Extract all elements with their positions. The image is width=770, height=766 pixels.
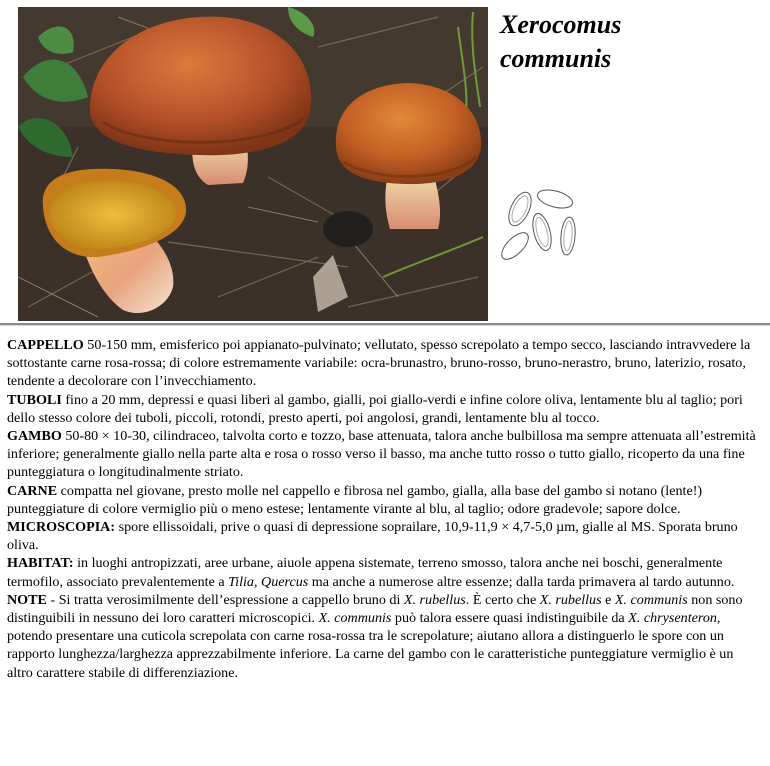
gambo-text: 50-80 × 10-30, cilindraceo, talvolta corto e tozzo, base attenuata, talora anche bulbillosa ma sempre attenuata all’estremità inferiore; generalmente giallo nella parte alta e rosa o rosso verso il basso, ma anche tutto rosso o tutto giallo, ricoperto da una fine punteggiatura o longitudinalmente striato. (7, 428, 756, 481)
note-italic-5: X. chrysenteron (628, 610, 717, 627)
carne-text: compatta nel giovane, presto molle nel cappello e fibrosa nel gambo, gialla, alla base del gambo si notano (lente!) punteggiature di colore vermiglio più o meno estese; lentamente virante al blu, al taglio; odore gradevole; sapore dolce. (7, 482, 703, 517)
tuboli-label: TUBOLI (7, 391, 62, 408)
title-genus: Xerocomus (500, 10, 622, 39)
carne-paragraph (7, 482, 761, 518)
species-description (7, 336, 761, 682)
note-paragraph (7, 591, 761, 682)
gambo-paragraph (7, 427, 761, 482)
habitat-sep: , (253, 573, 262, 590)
note-text-1: - Si tratta verosimilmente dell’espressione a cappello bruno di (46, 591, 404, 608)
species-title (500, 8, 621, 76)
habitat-text-a: in luoghi antropizzati, aree urbane, aiuole appena sistemate, terreno smosso, talora anche nei boschi, generalmente termofilo, associato prevalentemente a (7, 555, 723, 590)
note-italic-4: X. communis (318, 610, 392, 627)
note-italic-2: X. rubellus (539, 591, 602, 608)
habitat-paragraph (7, 554, 761, 590)
note-italic-1: X. rubellus (403, 591, 466, 608)
habitat-label: HABITAT: (7, 555, 74, 572)
cappello-paragraph (7, 336, 761, 391)
cappello-label: CAPPELLO (7, 337, 84, 353)
microscopia-text: spore ellissoidali, prive o quasi di depressione soprailare, 10,9-11,9 × 4,7-5,0 µm, gialle al MS. Sporata bruno oliva. (7, 519, 738, 554)
habitat-text-b: ma anche a numerose altre essenze; dalla tarda primavera al tardo autunno. (308, 573, 735, 590)
spores-illustration (498, 184, 584, 271)
carne-label: CARNE (7, 482, 58, 499)
tuboli-paragraph (7, 391, 761, 427)
note-text-4: non sono distinguibili in nessuno dei loro caratteri microscopici. (7, 591, 743, 627)
section-divider (0, 323, 770, 326)
note-label: NOTE (7, 591, 47, 608)
habitat-quercus: Quercus (261, 573, 309, 590)
microscopia-paragraph (7, 518, 761, 554)
note-text-6: , potendo presentare una cuticola screpolata con carne rosa-rossa tra le screpolature; aiutano allora a distinguerlo le spore con un rapporto lunghezza/larghezza apprezzabilmente inferiore. La carne del gambo con le caratteristiche punteggiature vermiglio è un altro carattere stabile di differenziazione. (7, 610, 734, 681)
title-species: communis (500, 44, 612, 73)
gambo-label: GAMBO (7, 428, 62, 445)
mushroom-photo (18, 7, 488, 321)
note-text-5: può talora essere quasi indistinguibile da (391, 610, 629, 627)
note-italic-3: X. communis (614, 591, 688, 608)
cappello-text: 50-150 mm, emisferico poi appianato-pulvinato; vellutato, spesso screpolato a tempo secco, lasciando intravvedere la sottostante carne rosa-rossa; di colore estremamente variabile: ocra-brunastro, bruno-rosso, bruno-nerastro, bruno, laterizio, rosato, tendente a decolorare con l’invecchiamento. (7, 337, 751, 390)
microscopia-label: MICROSCOPIA: (7, 519, 116, 536)
note-text-3: e (601, 591, 615, 608)
tuboli-text: fino a 20 mm, depressi e quasi liberi al gambo, gialli, poi giallo-verdi e infine colore oliva, lentamente blu al taglio; pori dello stesso colore dei tuboli, piccoli, rotondi, presto aperti, poi angolosi, grandi, lentamente blu al tocco. (7, 391, 743, 426)
note-text-2: . È certo che (465, 591, 540, 608)
habitat-tilia: Tilia (228, 573, 254, 590)
